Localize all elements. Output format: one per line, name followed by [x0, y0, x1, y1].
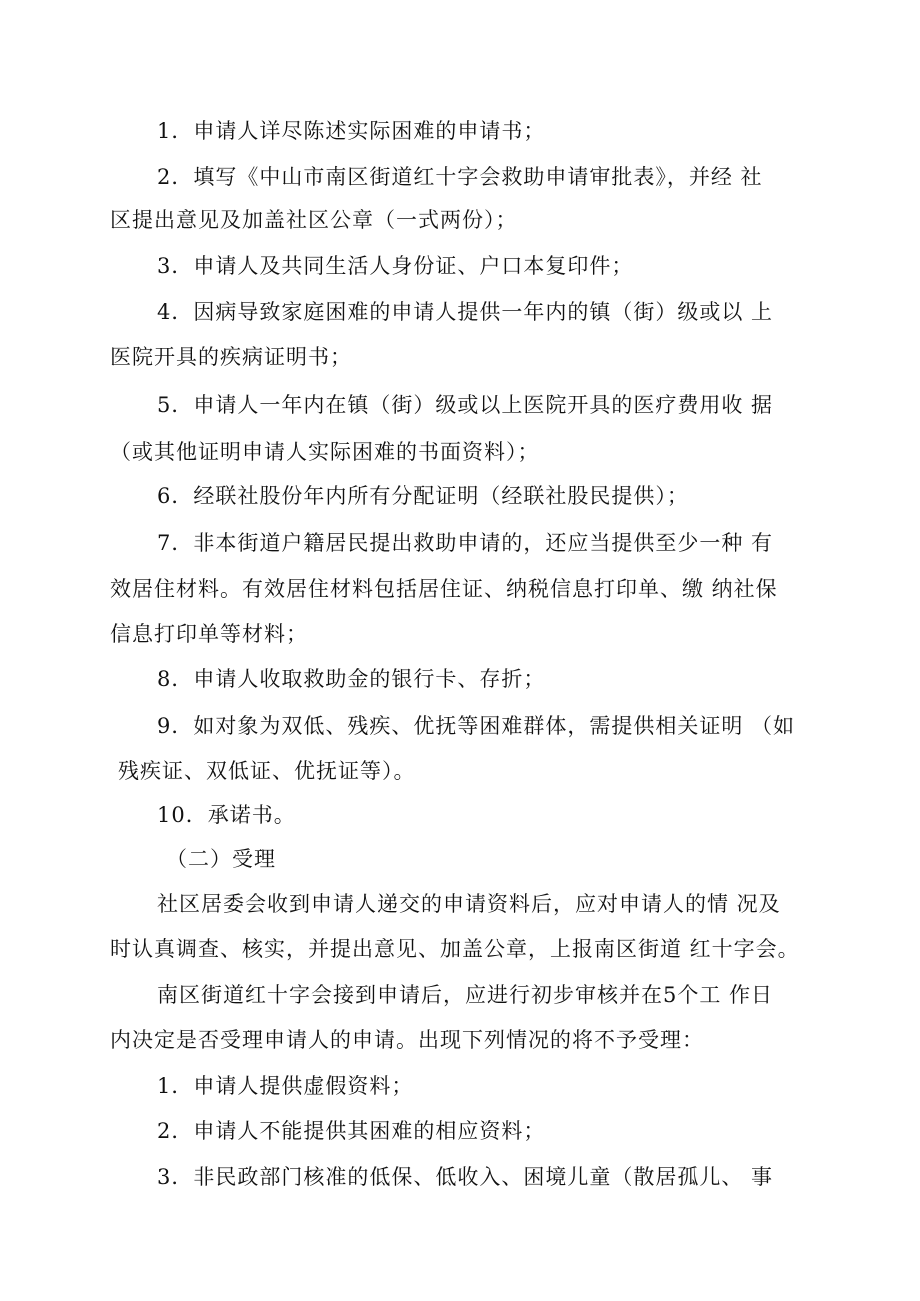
text-line: （或其他证明申请人实际困难的书面资料）；	[110, 440, 540, 464]
text-line: 8．申请人收取救助金的银行卡、存折；	[157, 667, 546, 691]
text-line: 时认真调查、核实，并提出意见、加盖公章，上报南区街道 红十字会。	[110, 937, 800, 961]
text-line: 3．申请人及共同生活人身份证、户口本复印件；	[157, 254, 634, 278]
text-line: 6．经联社股份年内所有分配证明（经联社股民提供）；	[157, 484, 689, 508]
text-line: 效居住材料。有效居住材料包括居住证、纳税信息打印单、缴 纳社保	[110, 577, 778, 601]
text-line: 2．申请人不能提供其困难的相应资料；	[157, 1119, 546, 1143]
text-line: 残疾证、双低证、优抚证等）。	[118, 759, 416, 783]
text-line: 区提出意见及加盖社区公章（一式两份）；	[110, 208, 518, 232]
text-line: 7．非本街道户籍居民提出救助申请的，还应当提供至少一种 有	[157, 531, 774, 555]
text-line: 1．申请人详尽陈述实际困难的申请书；	[157, 119, 546, 143]
text-line: 内决定是否受理申请人的申请。出现下列情况的将不予受理：	[110, 1028, 704, 1052]
text-line: 9．如对象为双低、残疾、优抚等困难群体，需提供相关证明 （如	[157, 714, 796, 738]
section-heading: （二）受理	[166, 847, 276, 871]
text-line: 10．承诺书。	[157, 803, 296, 827]
text-line: 南区街道红十字会接到申请后，应进行初步审核并在5个工 作日	[157, 983, 774, 1007]
text-line: 4．因病导致家庭困难的申请人提供一年内的镇（街）级或以 上	[157, 300, 774, 324]
text-line: 医院开具的疾病证明书；	[110, 345, 352, 369]
text-line: 5．申请人一年内在镇（街）级或以上医院开具的医疗费用收 据	[157, 393, 774, 417]
text-line: 1．申请人提供虚假资料；	[157, 1074, 414, 1098]
text-line: 3．非民政部门核准的低保、低收入、困境儿童（散居孤儿、 事	[157, 1165, 774, 1189]
text-line: 信息打印单等材料；	[110, 622, 308, 646]
text-line: 社区居委会收到申请人递交的申请资料后，应对申请人的情 况及	[157, 892, 781, 916]
text-line: 2．填写《中山市南区街道红十字会救助申请审批表》，并经 社	[157, 165, 763, 189]
